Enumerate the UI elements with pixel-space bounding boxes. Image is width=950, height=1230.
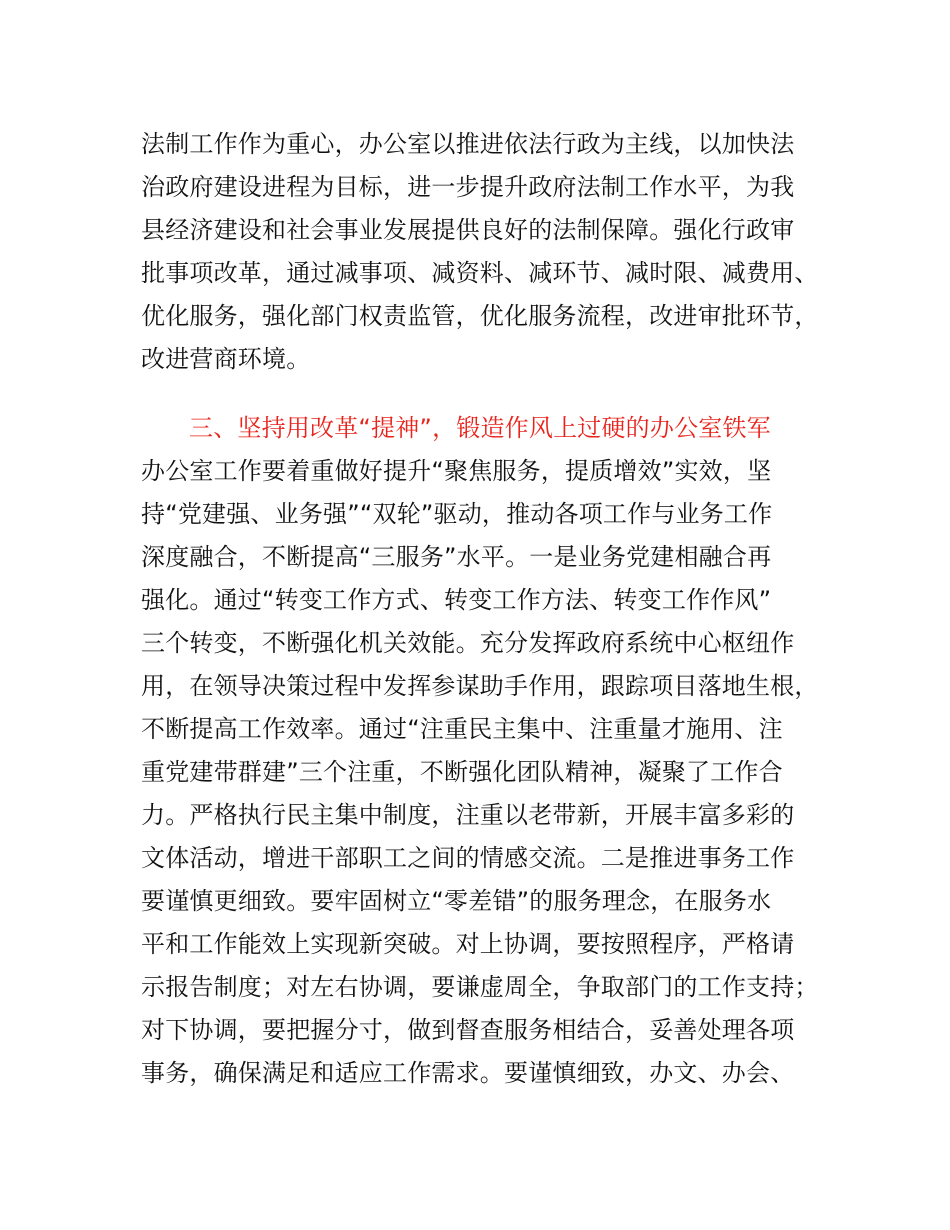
paragraph-2-line: 用，在领导决策过程中发挥参谋助手作用，跟踪项目落地生根， [141, 672, 819, 700]
paragraph-2-line: 三个转变，不断强化机关效能。充分发挥政府系统中心枢纽作 [141, 629, 795, 657]
paragraph-1-line: 治政府建设进程为目标，进一步提升政府法制工作水平，为我 [141, 173, 795, 201]
paragraph-2-line: 要谨慎更细致。要牢固树立“零差错”的服务理念，在服务水 [141, 887, 772, 915]
paragraph-1-line: 法制工作作为重心，办公室以推进依法行政为主线，以加快法 [141, 130, 795, 158]
section-heading: 三、坚持用改革“提神”，锻造作风上过硬的办公室铁军 [189, 414, 771, 442]
paragraph-2-line: 示报告制度；对左右协调，要谦虚周全，争取部门的工作支持； [141, 973, 819, 1001]
paragraph-2-line: 事务，确保满足和适应工作需求。要谨慎细致，办文、办会、 [141, 1059, 795, 1087]
paragraph-1-line: 批事项改革，通过减事项、减资料、减环节、减时限、减费用、 [141, 259, 819, 287]
paragraph-2-line: 强化。通过“转变工作方式、转变工作方法、转变工作作风” [141, 586, 772, 614]
paragraph-2-line: 不断提高工作效率。通过“注重民主集中、注重量才施用、注 [141, 715, 783, 743]
paragraph-2-line: 持“党建强、业务强”“双轮”驱动，推动各项工作与业务工作 [141, 500, 773, 528]
paragraph-2-line: 深度融合，不断提高“三服务”水平。一是业务党建相融合再 [141, 543, 772, 571]
paragraph-1-line: 改进营商环境。 [141, 345, 311, 373]
paragraph-1-line: 优化服务，强化部门权责监管，优化服务流程，改进审批环节， [141, 302, 819, 330]
paragraph-2-line: 平和工作能效上实现新突破。对上协调，要按照程序，严格请 [141, 930, 795, 958]
paragraph-2-line: 文体活动，增进干部职工之间的情感交流。二是推进事务工作 [141, 844, 795, 872]
paragraph-1-line: 县经济建设和社会事业发展提供良好的法制保障。强化行政审 [141, 216, 795, 244]
paragraph-2-line: 重党建带群建”三个注重，不断强化团队精神，凝聚了工作合 [141, 758, 783, 786]
paragraph-2-line: 对下协调，要把握分寸，做到督查服务相结合，妥善处理各项 [141, 1016, 795, 1044]
paragraph-2-line: 力。严格执行民主集中制度，注重以老带新，开展丰富多彩的 [141, 801, 795, 829]
paragraph-2-line: 办公室工作要着重做好提升“聚焦服务，提质增效”实效，坚 [141, 457, 772, 485]
